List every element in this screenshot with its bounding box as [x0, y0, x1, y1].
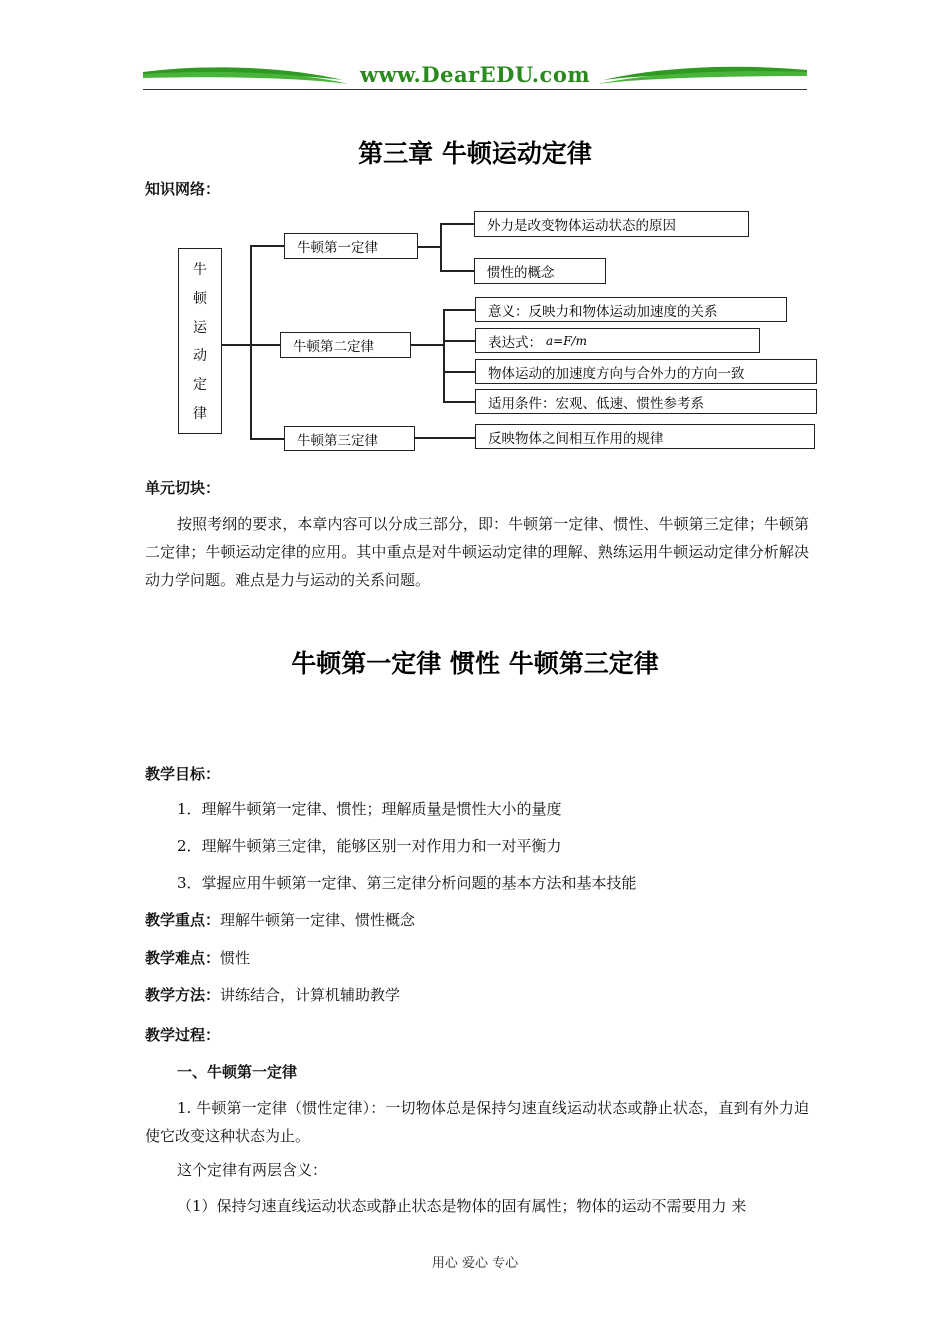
- root-char: 牛: [193, 262, 207, 279]
- knowledge-network-label: 知识网络：: [145, 180, 221, 198]
- law1-box: [284, 233, 418, 259]
- root-char: 动: [193, 348, 207, 365]
- goal-item: 1．理解牛顿第一定律、惯性；理解质量是惯性大小的量度: [177, 800, 562, 818]
- footer-text: 用心 爱心 专心: [431, 1256, 519, 1271]
- key-point-row: [145, 907, 415, 934]
- law2-item-box: [475, 389, 817, 414]
- method-label: 教学方法：: [145, 986, 221, 1004]
- goal-item: 3．掌握应用牛顿第一定律、第三定律分析问题的基本方法和基本技能: [177, 874, 637, 892]
- law3-item-box: [475, 424, 815, 449]
- difficulty-label: 教学难点：: [145, 949, 221, 967]
- connector: [250, 245, 284, 247]
- law3-item-text: 反映物体之间相互作用的规律: [488, 430, 664, 447]
- process-label: 教学过程：: [145, 1026, 221, 1044]
- key-point-label: 教学重点：: [145, 911, 221, 929]
- root-char: 顿: [193, 290, 207, 307]
- paragraph-first-law: 1. 牛顿第一定律（惯性定律）：一切物体总是保持匀速直线运动状态或静止状态，直到有外力迫使它改变这种状态为止。: [145, 1099, 809, 1145]
- unit-paragraph: 按照考纲的要求，本章内容可以分成三部分，即：牛顿第一定律、惯性、牛顿第三定律；牛顿第二定律；牛顿运动定律的应用。其中重点是对牛顿运动定律的理解、熟练运用牛顿运动定律分析解决动力学问题。难点是力与运动的关系问题。: [145, 515, 809, 589]
- connector: [415, 437, 475, 439]
- law2-item-box: [475, 297, 787, 322]
- law3-box: [284, 426, 415, 451]
- method-text: 讲练结合，计算机辅助教学: [220, 986, 401, 1004]
- chapter-title: 第三章 牛顿运动定律: [358, 139, 592, 168]
- law3-label: 牛顿第三定律: [297, 432, 378, 449]
- law2-item-box: [475, 328, 760, 353]
- root-char: 定: [193, 376, 207, 393]
- connector: [443, 309, 445, 402]
- goals-label: 教学目标：: [145, 765, 221, 783]
- site-logo-text: www.DearEDU.com: [359, 62, 591, 87]
- law1-item-text: 外力是改变物体运动状态的原因: [487, 218, 676, 234]
- connector: [440, 223, 474, 225]
- law2-item-text: 表达式：: [488, 334, 542, 351]
- connector: [250, 438, 284, 440]
- law2-item-box: [475, 359, 817, 384]
- connector: [440, 223, 442, 271]
- law1-item-text: 惯性的概念: [487, 265, 555, 281]
- connector: [418, 246, 440, 248]
- law1-label: 牛顿第一定律: [297, 240, 378, 256]
- unit-label: 单元切块：: [145, 479, 221, 497]
- law2-box: [280, 332, 411, 358]
- method-row: [145, 982, 400, 1009]
- law1-item-box: [474, 258, 606, 284]
- law2-label: 牛顿第二定律: [293, 339, 374, 355]
- connector: [440, 270, 474, 272]
- connector: [443, 371, 475, 373]
- paragraph-point-1: （1）保持匀速直线运动状态或静止状态是物体的固有属性；物体的运动不需要用力 来: [177, 1197, 747, 1215]
- root-char: 运: [193, 319, 207, 336]
- goal-item: 2．理解牛顿第三定律，能够区别一对作用力和一对平衡力: [177, 837, 562, 855]
- connector: [443, 401, 475, 403]
- knowledge-network-diagram: [0, 0, 950, 470]
- connector: [443, 309, 475, 311]
- connector: [443, 340, 475, 342]
- difficulty-text: 惯性: [220, 949, 251, 967]
- law2-item-text: 适用条件：宏观、低速、惯性参考系: [488, 395, 704, 412]
- subsection-heading: 一、牛顿第一定律: [177, 1063, 298, 1081]
- connector: [411, 344, 443, 346]
- key-point-text: 理解牛顿第一定律、惯性概念: [220, 911, 416, 929]
- section-title: 牛顿第一定律 惯性 牛顿第三定律: [291, 649, 659, 678]
- paragraph-meaning: 这个定律有两层含义：: [177, 1161, 328, 1179]
- connector: [250, 245, 252, 439]
- difficulty-row: [145, 945, 250, 972]
- law1-item-box: [474, 211, 749, 237]
- connector: [250, 344, 280, 346]
- law2-item-text: 物体运动的加速度方向与合外力的方向一致: [488, 365, 745, 382]
- law2-formula: a=F/m: [546, 333, 587, 348]
- root-char: 律: [193, 405, 207, 422]
- connector: [222, 344, 250, 346]
- law2-item-text: 意义：反映力和物体运动加速度的关系: [488, 303, 718, 320]
- root-box-newton-laws: [178, 248, 222, 434]
